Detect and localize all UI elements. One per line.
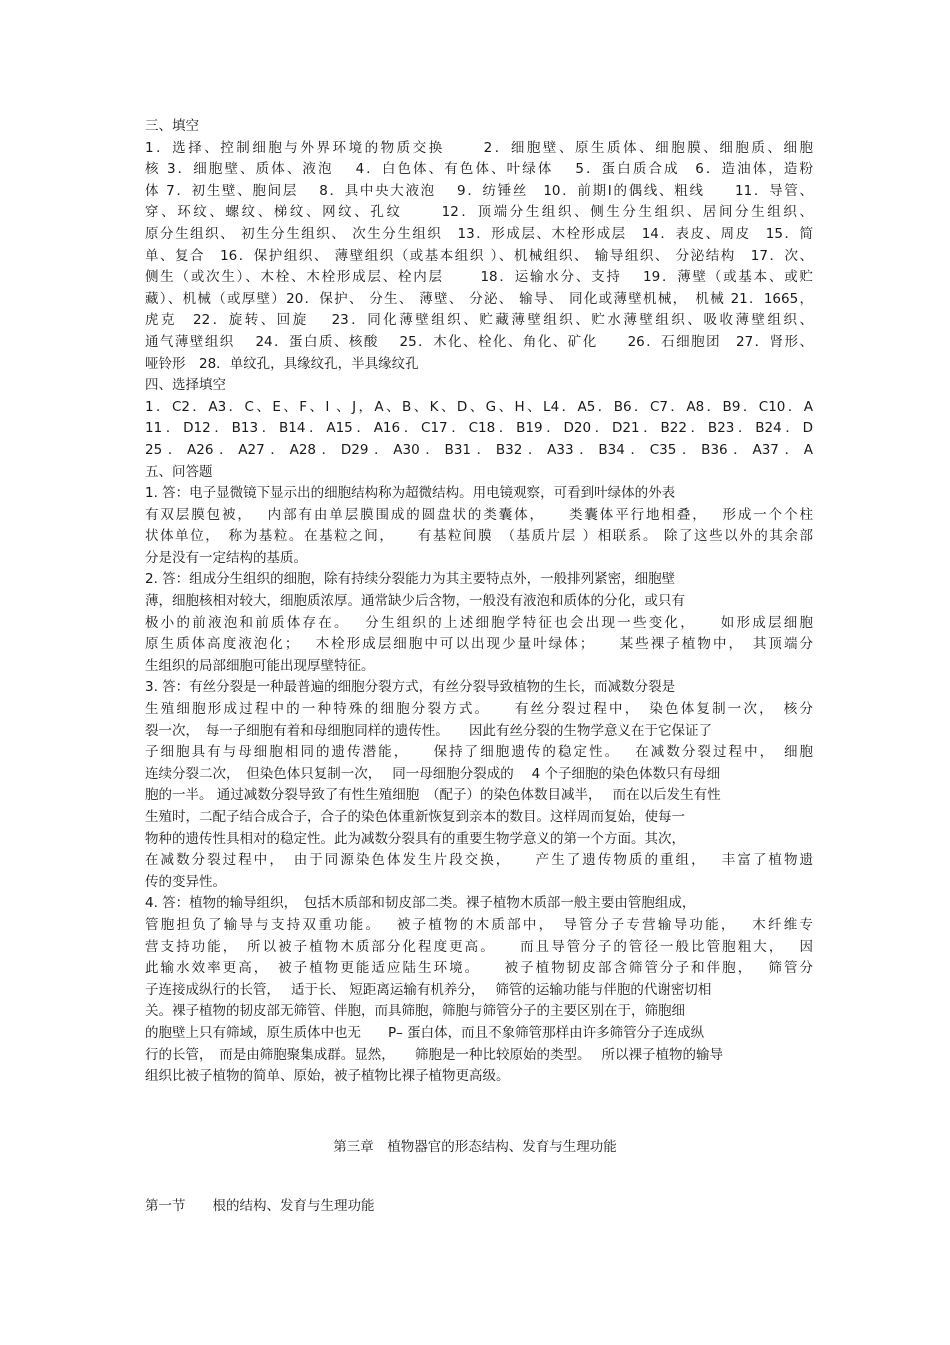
chapter-title: 第三章 植物器官的形态结构、发育与生理功能 xyxy=(333,1139,617,1155)
text-line: 4. 答：植物的输导组织， 包括木质部和韧皮部二类。裸子植物木质部一般主要由管胞组成， xyxy=(145,895,696,912)
text-line: 关。裸子植物的韧皮部无筛管、伴胞，而具筛胞，筛胞与筛管分子的主要区别在于，筛胞细 xyxy=(145,1003,685,1020)
text-line: 裂一次， 每一子细胞有着和母细胞同样的遗传性。 因此有丝分裂的生物学意义在于它保证了 xyxy=(145,722,712,739)
text-line: 薄，细胞核相对较大，细胞质浓厚。通常缺少后含物，一般没有液泡和质体的分化，或只有 xyxy=(145,593,685,610)
text-line: 在减数分裂过程中， 由于同源染色体发生片段交换， 产生了遗传物质的重组， 丰富了植物遗 xyxy=(145,852,813,869)
text-line: 25．A26．A27．A28．D29．A30．B31．B32．A33．B34．C35．B36．A37．A xyxy=(145,441,813,458)
text-line: 管胞担负了输导与支持双重功能。 被子植物的木质部中， 导管分子专营输导功能， 木纤维专 xyxy=(145,916,813,933)
text-line: 生组织的局部细胞可能出现厚壁特征。 xyxy=(145,657,375,674)
text-line: 此输水效率更高， 被子植物更能适应陆生环境。 被子植物韧皮部含筛管分子和伴胞， 筛管分 xyxy=(145,960,813,977)
text-line: 1．选择、控制细胞与外界环境的物质交换 2．细胞壁、原生质体、细胞膜、细胞质、细胞 xyxy=(145,139,813,156)
text-line: 穿、环纹、螺纹、梯纹、网纹、孔纹 12．顶端分生组织、侧生分生组织、居间分生组织、 xyxy=(145,204,813,221)
section-heading: 五、问答题 xyxy=(145,463,213,480)
text-line: 子细胞具有与母细胞相同的遗传潜能， 保持了细胞遗传的稳定性。 在减数分裂过程中， 细胞 xyxy=(145,744,813,761)
text-line: 11．D12．B13．B14．A15．A16．C17．C18．B19．D20．D21．B22．B23．B24．D xyxy=(145,420,813,437)
text-line: 原分生组织、 初生分生组织、 次生分生组织 13．形成层、木栓形成层 14．表皮、周皮 15．简 xyxy=(145,225,813,242)
text-line: 1．C2．A3．C、E、F、I 、J，A、B、K、D、G、H、L4．A5．B6．C7．A8．B9．C10．A xyxy=(145,398,813,415)
text-line: 营支持功能， 所以被子植物木质部分化程度更高。 而且导管分子的管径一般比管胞粗大， 因 xyxy=(145,938,813,955)
text-line: 子连接成纵行的长管， 适于长、 短距离运输有机养分， 筛管的运输功能与伴胞的代谢密切相 xyxy=(145,981,712,998)
text-line: 1. 答：电子显微镜下显示出的细胞结构称为超微结构。用电镜观察，可看到叶绿体的外表 xyxy=(145,485,676,502)
section-heading: 四、选择填空 xyxy=(145,377,226,394)
text-line: 生殖细胞形成过程中的一种特殊的细胞分裂方式。 有丝分裂过程中， 染色体复制一次， 核分 xyxy=(145,701,813,718)
text-line: 核 3．细胞壁、质体、液泡 4．白色体、有色体、叶绿体 5．蛋白质合成 6．造油体，造粉 xyxy=(145,161,813,178)
text-line: 组织比被子植物的简单、原始，被子植物比裸子植物更高级。 xyxy=(145,1068,510,1085)
text-line: 分是没有一定结构的基质。 xyxy=(145,549,307,566)
text-line: 藏）、机械（或厚壁）20．保护、 分生、 薄壁、 分泌、 输导、 同化或薄壁机械， 机械 21．1665， xyxy=(145,290,813,307)
text-line: 的胞壁上只有筛域，原生质体中也无 P– 蛋白体，而且不象筛管那样由许多筛管分子连成纵 xyxy=(145,1024,705,1041)
document-body xyxy=(145,116,813,1088)
text-line: 原生质体高度液泡化； 木栓形成层细胞中可以出现少量叶绿体； 某些裸子植物中， 其顶端分 xyxy=(145,636,813,653)
text-line: 连续分裂二次， 但染色体只复制一次， 同一母细胞分裂成的 4 个子细胞的染色体数只有母细 xyxy=(145,765,720,782)
section-title: 第一节 根的结构、发育与生理功能 xyxy=(145,1198,375,1214)
text-line: 胞的一半。 通过减数分裂导致了有性生殖细胞 （配子）的染色体数目减半， 而在以后发生有性 xyxy=(145,787,721,804)
text-line: 哑铃形 28．单纹孔，具缘纹孔，半具缘纹孔 xyxy=(145,355,419,372)
text-line: 虎克 22．旋转、回旋 23．同化薄壁组织、贮藏薄壁组织、贮水薄壁组织、吸收薄壁组织、 xyxy=(145,312,813,329)
text-line: 3. 答：有丝分裂是一种最普遍的细胞分裂方式，有丝分裂导致植物的生长，而减数分裂是 xyxy=(145,679,676,696)
text-line: 状体单位， 称为基粒。在基粒之间， 有基粒间膜 （基质片层 ）相联系。 除了这些以外的其余部 xyxy=(145,528,813,545)
section-heading: 三、填空 xyxy=(145,118,199,134)
text-line: 极小的前液泡和前质体存在。 分生组织的上述细胞学特征也会出现一些变化， 如形成层细胞 xyxy=(145,614,813,631)
text-line: 传的变异性。 xyxy=(145,873,226,890)
text-line: 单、复合 16．保护组织、 薄壁组织（或基本组织 ）、机械组织、 输导组织、 分泌结构 17．次、 xyxy=(145,247,813,264)
text-line: 物种的遗传性具相对的稳定性。此为减数分裂具有的重要生物学意义的第一个方面。其次， xyxy=(145,830,685,847)
text-line: 通气薄壁组织 24．蛋白质、核酸 25．木化、栓化、角化、矿化 26．石细胞团 27．肾形、 xyxy=(145,333,813,350)
text-line: 体 7．初生壁、胞间层 8．具中央大液泡 9．纺锤丝 10．前期Ⅰ的偶线、粗线 11．导管、 xyxy=(145,182,813,199)
text-line: 有双层膜包被， 内部有由单层膜围成的圆盘状的类囊体， 类囊体平行地相叠， 形成一个个柱 xyxy=(145,506,813,523)
text-line: 生殖时，二配子结合成合子，合子的染色体重新恢复到亲本的数目。这样周而复始，使每一 xyxy=(145,809,685,825)
text-line: 行的长管， 而是由筛胞聚集成群。显然， 筛胞是一种比较原始的类型。 所以裸子植物的输导 xyxy=(145,1046,724,1063)
text-line: 侧生（或次生）、木栓、木栓形成层、栓内层 18．运输水分、支持 19．薄壁（或基本、或贮 xyxy=(145,269,813,286)
text-line: 2. 答：组成分生组织的细胞，除有持续分裂能力为其主要特点外，一般排列紧密，细胞壁 xyxy=(145,571,676,588)
